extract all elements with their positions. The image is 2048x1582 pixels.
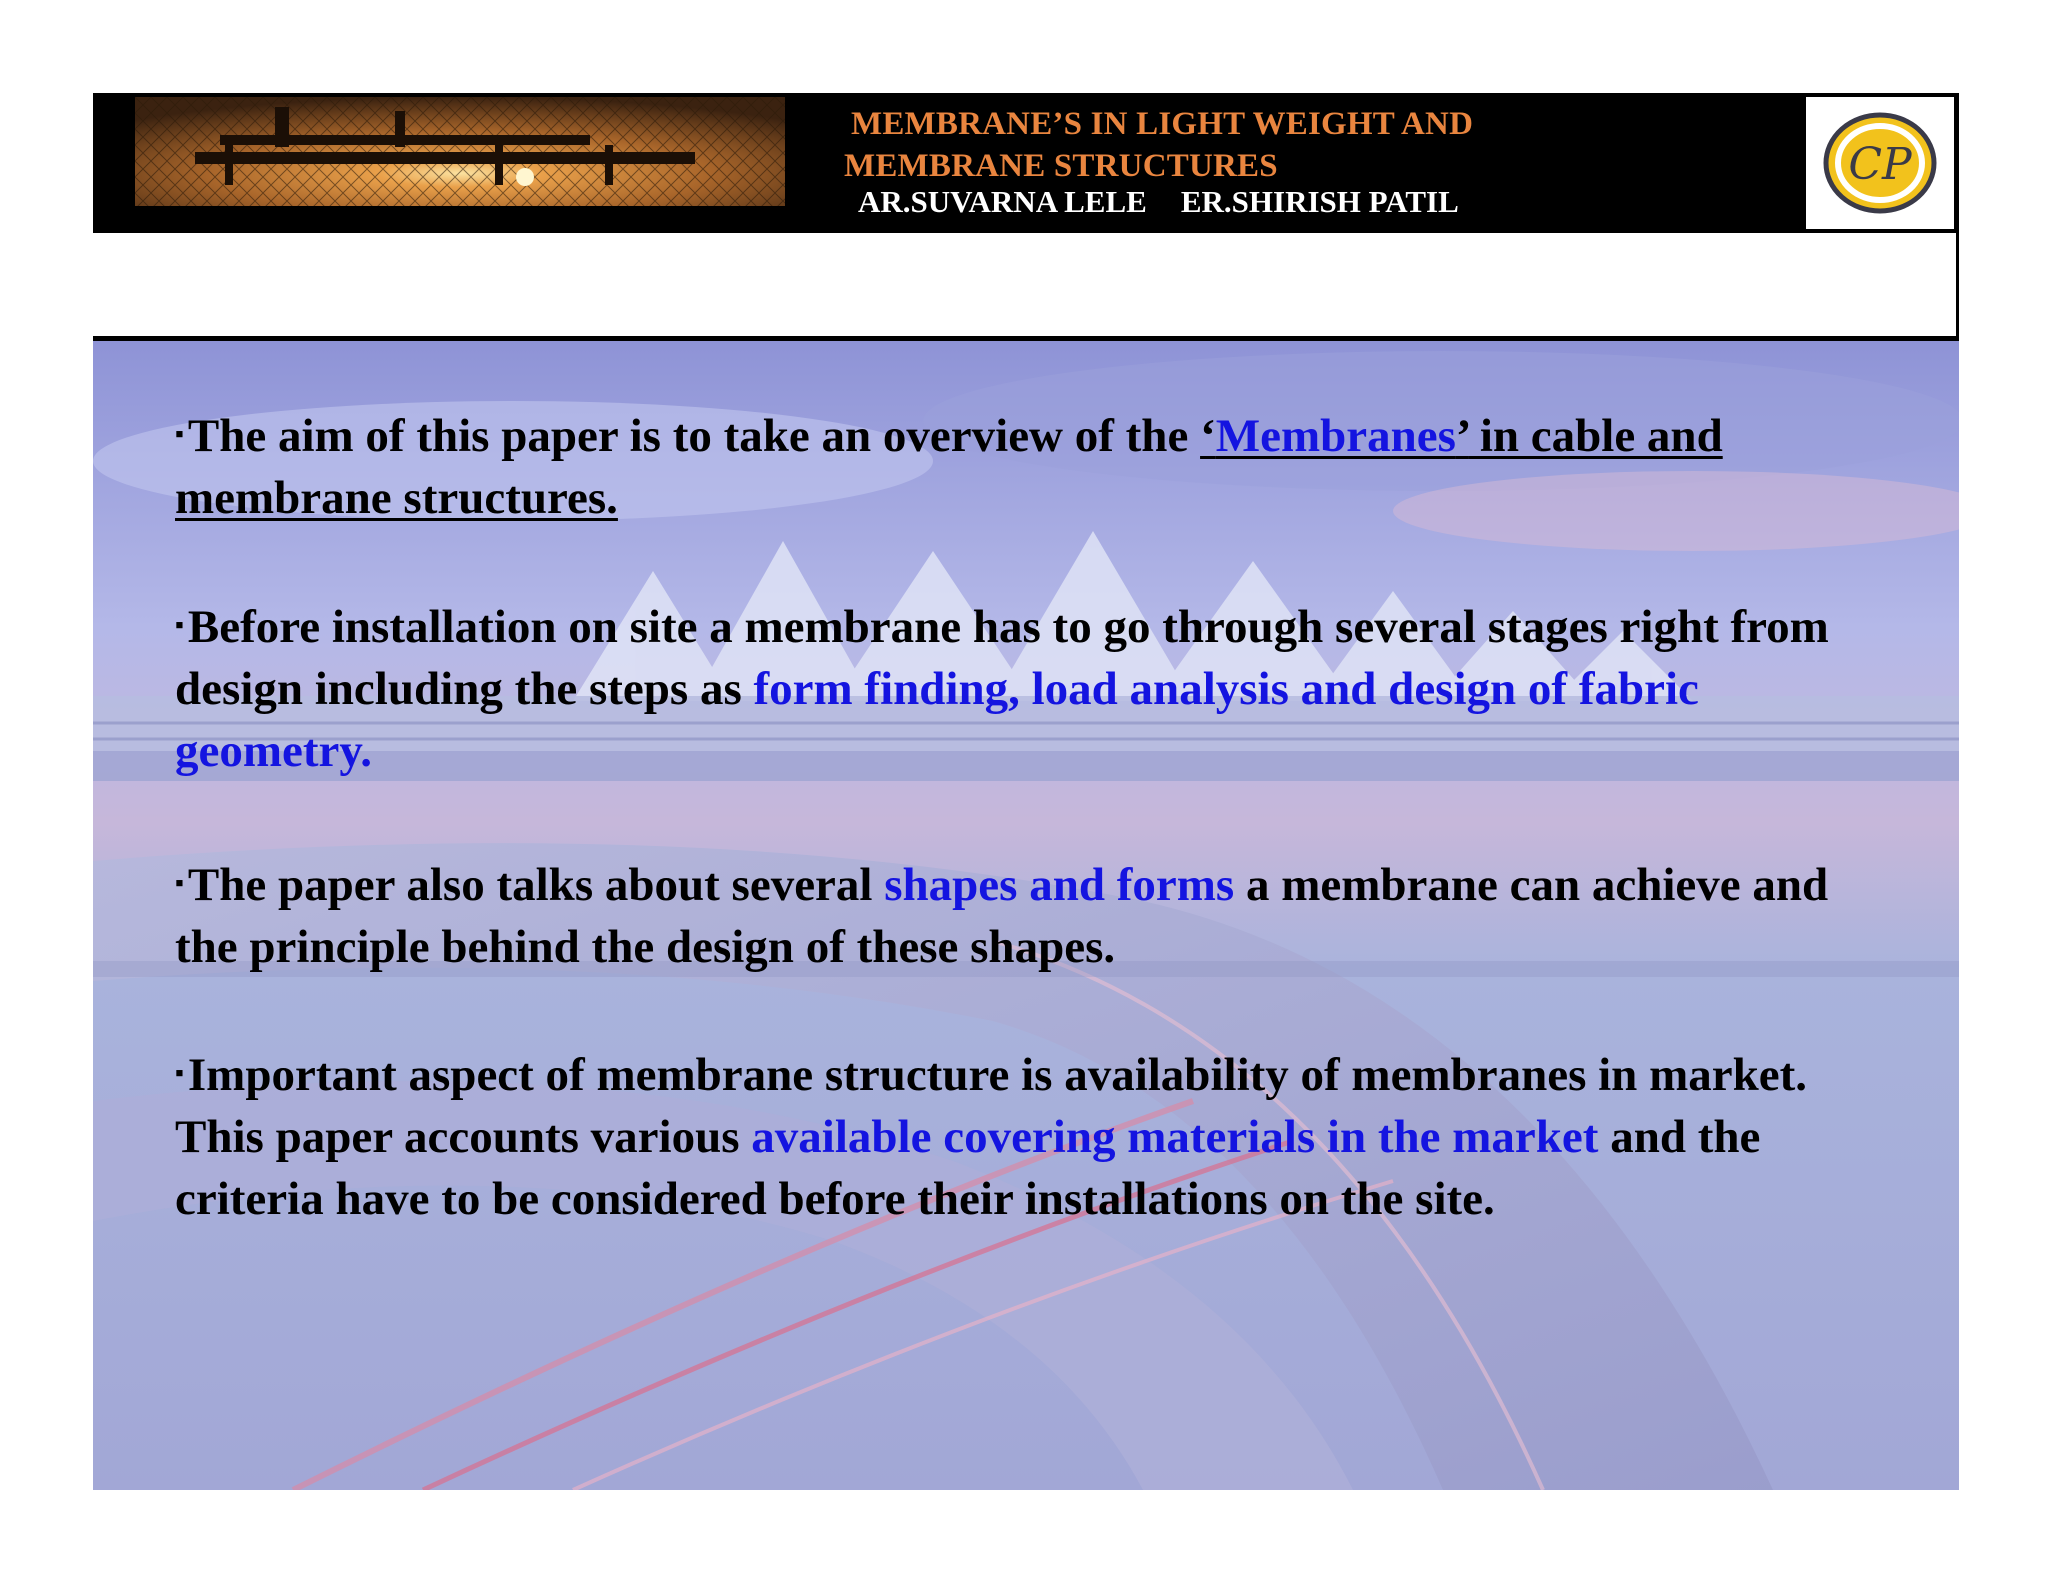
slide (93, 93, 1959, 1490)
bullet-paragraph: ▪Before installation on site a membrane has to go through several stages right from design including the steps as form finding, load analysis and design of fabric geometry. (175, 601, 1829, 777)
author-name: AR.SUVARNA LELE (858, 184, 1147, 219)
bullet-marker: ▪ (175, 870, 184, 897)
membranes-link[interactable]: ‘Membranes’ in cable and membrane structures. (175, 410, 1723, 524)
bullet-marker: ▪ (175, 612, 184, 639)
header-dome-photo (135, 97, 785, 206)
bullet-paragraph: ▪The aim of this paper is to take an overview of the ‘Membranes’ in cable and membrane structures. (175, 410, 1723, 524)
bullet-marker: ▪ (175, 1060, 184, 1087)
highlight-text: available covering materials in the market (751, 1111, 1599, 1163)
bullet-paragraph: ▪Important aspect of membrane structure is availability of membranes in market. This paper accounts various available covering materials in the market and the criteria have to be considered before their installations on the site. (175, 1049, 1807, 1225)
header-banner (93, 93, 1959, 233)
bullet-paragraph: ▪The paper also talks about several shapes and forms a membrane can achieve and the principle behind the design of these shapes. (175, 859, 1829, 973)
header-right-rule (1956, 233, 1959, 339)
highlight-text: form finding, load analysis and design of fabric geometry. (175, 663, 1699, 777)
author-name: ER.SHIRISH PATIL (1180, 184, 1459, 219)
logo-monogram: CP (1848, 139, 1912, 190)
highlight-text: shapes and forms (884, 859, 1235, 911)
logo (1806, 97, 1954, 229)
header-title-line2: MEMBRANE STRUCTURES (844, 148, 1278, 184)
header-authors (858, 184, 1459, 220)
bullet-marker: ▪ (175, 421, 184, 448)
header-title-line1: MEMBRANE’S IN LIGHT WEIGHT AND (851, 106, 1474, 142)
